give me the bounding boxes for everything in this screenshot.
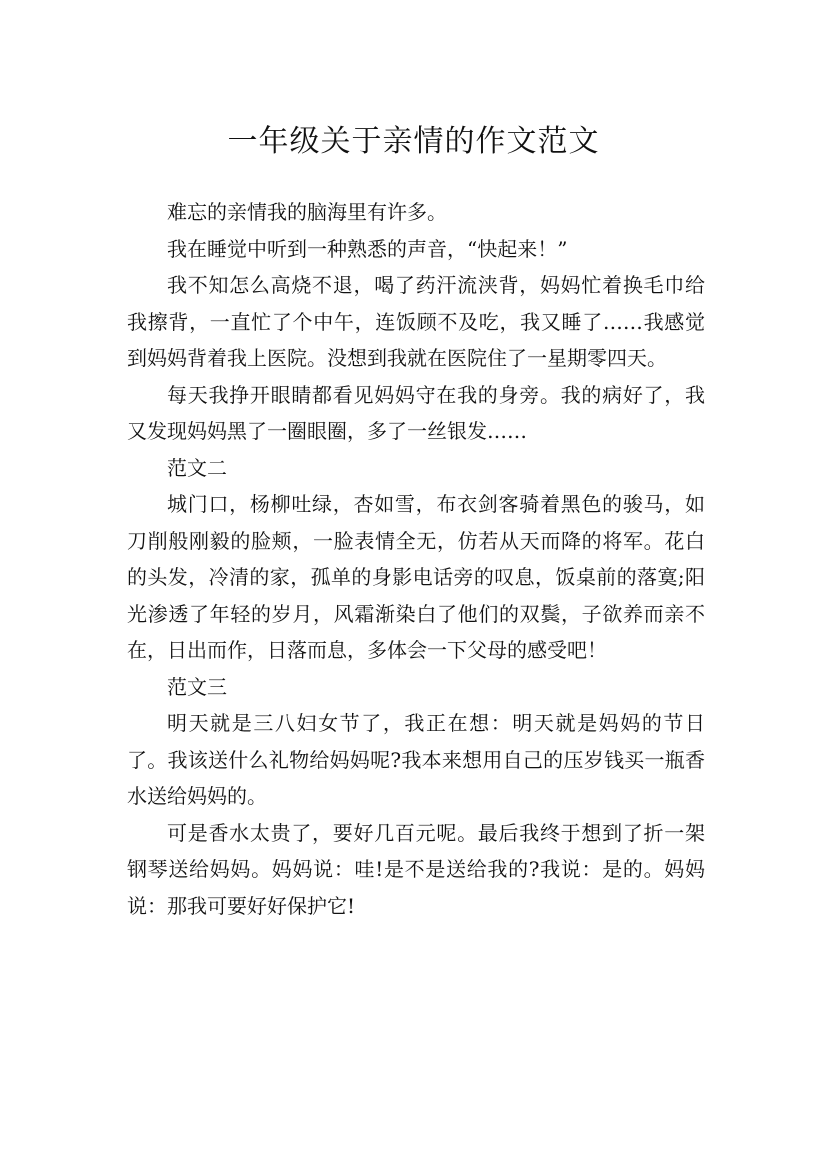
paragraph: 我在睡觉中听到一种熟悉的声音，“快起来！” bbox=[167, 236, 568, 261]
document-body bbox=[127, 194, 705, 924]
paragraph: 明天就是三八妇女节了，我正在想：明天就是妈妈的节日了。我该送什么礼物给妈妈呢?我本来想用自己的压岁钱买一瓶香水送给妈妈的。 bbox=[127, 711, 705, 808]
document-title: 一年级关于亲情的作文范文 bbox=[227, 124, 600, 160]
paragraph: 城门口，杨柳吐绿，杏如雪，布衣剑客骑着黑色的骏马，如刀削般刚毅的脸颊，一脸表情全无，仿若从天而降的将军。花白的头发，冷清的家，孤单的身影电话旁的叹息，饭桌前的落寞;阳光渗透了年轻的岁月，风霜渐染白了他们的双鬓，子欲养而亲不在，日出而作，日落而息，多体会一下父母的感受吧！ bbox=[127, 492, 705, 662]
section-heading: 范文二 bbox=[167, 455, 227, 480]
paragraph: 可是香水太贵了，要好几百元呢。最后我终于想到了折一架钢琴送给妈妈。妈妈说：哇!是不是送给我的?我说：是的。妈妈说：那我可要好好保护它! bbox=[127, 820, 705, 918]
paragraph: 我不知怎么高烧不退，喝了药汗流浃背，妈妈忙着换毛巾给我擦背，一直忙了个中午，连饭顾不及吃，我又睡了……我感觉到妈妈背着我上医院。没想到我就在医院住了一星期零四天。 bbox=[127, 273, 705, 370]
paragraph: 每天我挣开眼睛都看见妈妈守在我的身旁。我的病好了，我又发现妈妈黑了一圈眼圈，多了一丝银发…… bbox=[127, 382, 705, 443]
section-heading: 范文三 bbox=[167, 674, 227, 699]
paragraph: 难忘的亲情我的脑海里有许多。 bbox=[167, 200, 447, 224]
